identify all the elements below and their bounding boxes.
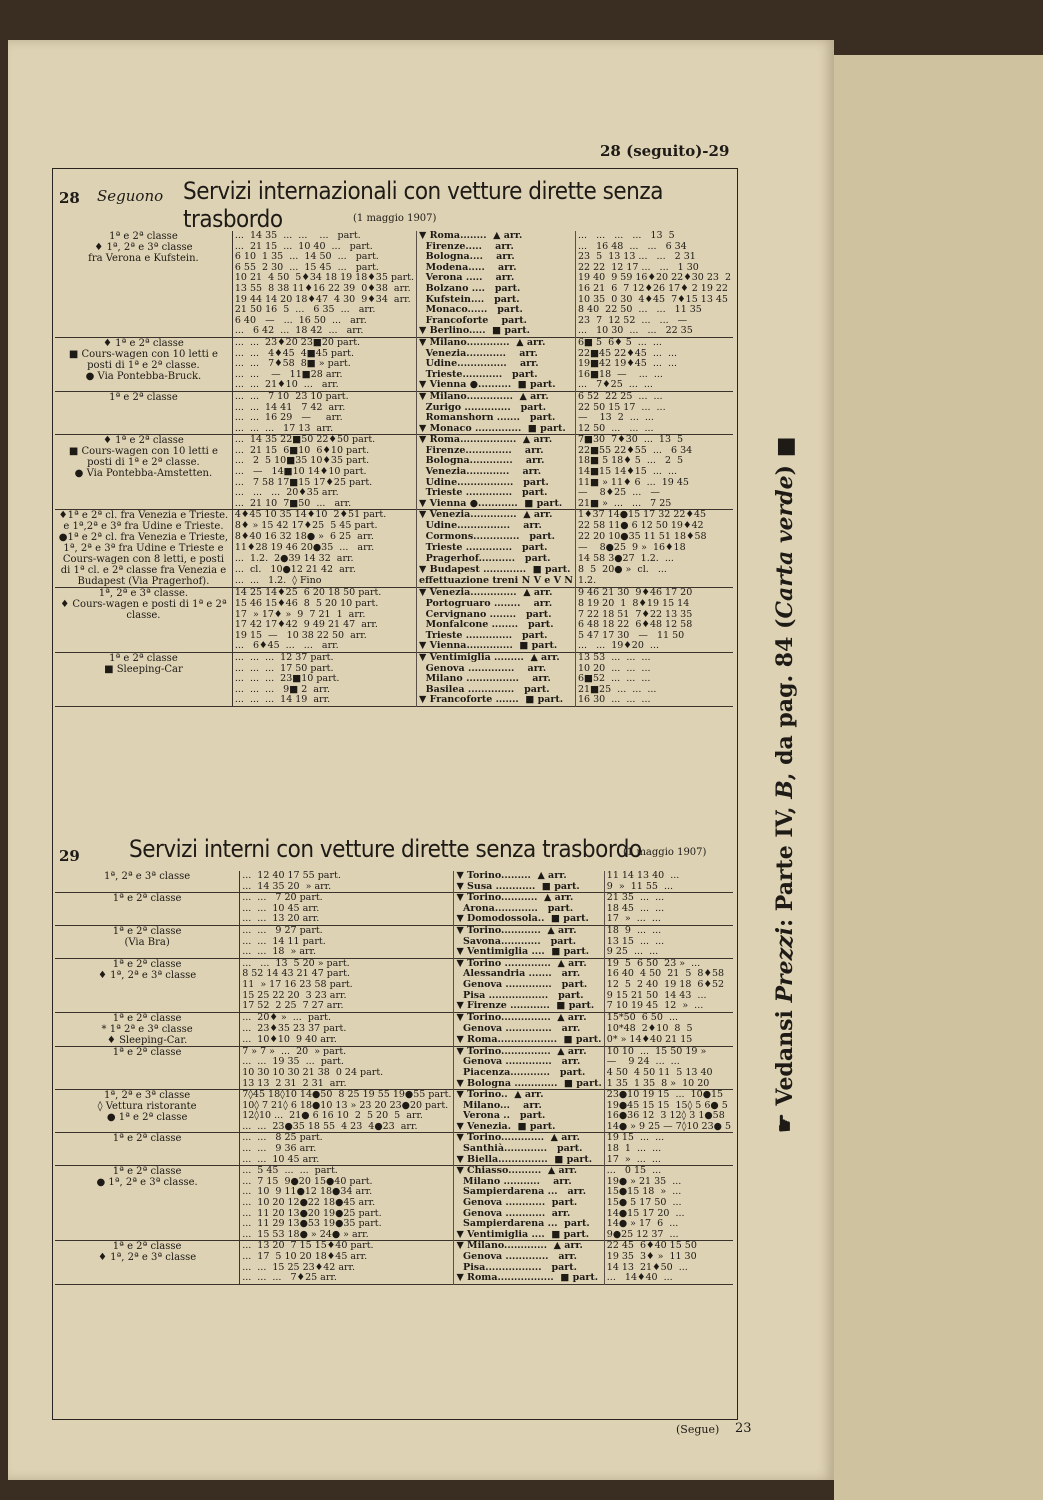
times-down: 11 » 17 16 23 58 part. [242,978,353,990]
station: ▼ Vienna ●............ ■ part. [417,499,576,510]
times-up: ... 10 30 ... ... 22 35 [575,326,733,337]
station: Genova .............. part. [454,980,604,991]
times-up: 10*48 2♦10 8 5 [604,1024,733,1035]
times-down: ... ... 8 25 part. [242,1132,323,1144]
times-up: 15●15 18 » ... [604,1187,733,1198]
station: ▼ Francoforte ....... ■ part. [417,695,576,706]
times-up: 14● » 9 25 — 7◊10 23● 5 [604,1122,733,1133]
times-up: 7■30 7♦30 ... 13 5 [575,435,733,446]
times-up: 22 22 12 17 ... ... 1 30 [575,263,733,274]
times-up: 15● 5 17 50 ... [604,1198,733,1209]
station: ▼ Domodossola.. ■ part. [454,914,604,925]
station: Bolzano .... part. [417,284,576,295]
times-down: ... ... 4♦45 4■45 part. [234,347,355,359]
times-up: — 9 24 ... ... [604,1057,733,1068]
times-up: 1 35 1 35 8 » 10 20 [604,1079,733,1090]
times-up: 12 50 ... ... ... [575,424,733,435]
times-down: ... 10 9 11●12 18●34 arr. [242,1186,373,1198]
table-row [55,337,733,348]
station: Genova ............ part. [454,1198,604,1209]
times-down: ... 10♦10 9 40 arr. [242,1033,337,1045]
station: ▼ Venezia. ■ part. [454,1122,604,1133]
station: ▼ Roma.................. ■ part. [454,1035,604,1047]
times-up: 18 45 ... ... [604,904,733,915]
station: ▼ Biella............... ■ part. [454,1155,604,1166]
times-down: 4♦45 10 35 14♦10 2♦51 part. [234,509,387,521]
class-label: 1ª e 2ª classe [55,893,240,926]
side-note [755,380,805,1160]
times-down: ... ... 14 11 part. [242,935,326,947]
table-row [55,391,733,402]
times-up: 21■25 ... ... ... [575,685,733,696]
times-down: 17 52 2 25 7 27 arr. [242,1000,344,1012]
class-label: 1ª e 2ª classe * 1ª 2ª e 3ª classe ♦ Sleeping-Car. [55,1012,240,1046]
times-up: 9 15 21 50 14 43 ... [604,991,733,1002]
times-down: ... 14 35 ... ... ... part. [234,230,361,241]
section-28-segue: Seguono [97,187,164,205]
station: Udine................ arr. [417,521,576,532]
times-down: ... 11 20 13●20 19●25 part. [242,1207,382,1219]
timetable-29 [55,871,733,1285]
section-28-number: 28 [59,189,80,207]
times-down: ... ... 9 27 part. [242,924,323,936]
times-up: 11 14 13 40 ... [604,871,733,882]
times-down: ... 2 5 10■35 10♦35 part. [234,455,370,467]
station: Zurigo .............. part. [417,403,576,414]
station: Romanshorn ....... part. [417,413,576,424]
times-up: 9●25 12 37 ... [604,1230,733,1241]
station: Bologna............. arr. [417,456,576,467]
station: Arona............. part. [454,904,604,915]
times-down: 8♦40 16 32 18● » 6 25 arr. [234,531,374,543]
times-down: ... ... ... 14 19 arr. [234,694,331,706]
times-down: 10◊ 7 21◊ 6 18●10 13 » 23 20 23●20 part. [242,1099,449,1111]
station: ▼ Ventimiglia .... ■ part. [454,947,604,958]
station: Genova ............ arr. [454,1209,604,1220]
times-up: 19 40 9 59 16♦20 22♦30 23 2 [575,273,733,284]
section-29-title: Servizi interni con vetture dirette senza trasbordo [129,835,642,863]
station: ▼ Venezia.............. ▲ arr. [417,510,576,522]
station: Verona .. part. [454,1111,604,1122]
times-up: 23 5 13 13 ... ... 2 31 [575,252,733,263]
station: ▼ Firenze ............ ■ part. [454,1001,604,1012]
station: Cormons.............. part. [417,532,576,543]
times-up: 12 5 2 40 19 18 6♦52 [604,980,733,991]
times-up: 22 45 6♦40 15 50 [604,1241,733,1252]
times-down: 19 44 14 20 18♦47 4 30 9♦34 arr. [234,293,411,305]
times-up: 6■ 5 6♦ 5 ... ... [575,337,733,348]
times-down: ... ... — 11■28 arr. [234,368,343,380]
station: Genova .............. arr. [417,664,576,675]
times-down: 8♦ » 15 42 17♦25 5 45 part. [234,520,378,532]
times-up: ... 0 15 ... [604,1166,733,1177]
times-up: 22 20 10●35 11 51 18♦58 [575,532,733,543]
class-label: ♦ 1ª e 2ª classe ■ Cours-wagen con 10 letti e posti di 1ª e 2ª classe. ● Via Pontebba-Bruck. [55,337,232,391]
times-down: ... ... ... 12 37 part. [234,652,334,663]
times-down: ... ... 10 45 arr. [242,902,320,914]
station: Portogruaro ........ arr. [417,599,576,610]
times-up: 1.2. [575,576,733,588]
times-up: 10 20 ... ... ... [575,664,733,675]
table-row [55,925,733,936]
station: ▼ Chiasso.......... ▲ arr. [454,1166,604,1177]
station: ▼ Torino............... ▲ arr. [454,1046,604,1057]
times-down: ... ... 15 25 23♦42 arr. [242,1261,356,1273]
times-up: 14 58 3●27 1.2. ... [575,554,733,565]
times-down: ... 21 15 ... 10 40 ... part. [234,240,373,252]
station: ▼ Susa ............ ■ part. [454,882,604,893]
times-down: 10 30 10 30 21 38 0 24 part. [242,1066,384,1078]
times-up: 14● » 17 6 ... [604,1219,733,1230]
times-up: 6 48 18 22 6♦48 12 58 [575,620,733,631]
times-up: 5 47 17 30 — 11 50 [575,631,733,642]
times-down: ... ... 9 36 arr. [242,1143,317,1155]
times-up: 22■45 22♦45 ... ... [575,349,733,360]
station: ▼ Torino......... ▲ arr. [454,871,604,882]
station: ▼ Roma................. ■ part. [454,1273,604,1284]
times-down: ... 17 5 10 20 18♦45 arr. [242,1251,368,1262]
station: ▼ Torino .............. ▲ arr. [454,958,604,969]
times-up: 9 » 11 55 ... [604,882,733,893]
times-down: ... ... 19 35 ... part. [242,1056,344,1068]
station: Venezia............. arr. [417,467,576,478]
station: ▼ Ventimiglia ......... ▲ arr. [417,653,576,664]
times-down: ... 14 35 20 » arr. [242,880,332,892]
times-down: ... 7 15 9●20 15●40 part. [242,1175,373,1187]
class-label: 1ª e 2ª classe ■ Sleeping-Car [55,653,232,707]
class-label: 1ª, 2ª e 3ª classe [55,871,240,893]
station: Trieste .............. part. [417,543,576,554]
times-up: 14■15 14♦15 ... ... [575,467,733,478]
station: ▼ Torino............. ▲ arr. [454,1133,604,1144]
times-up: 16■18 — ... ... [575,370,733,381]
times-down: ... 12 40 17 55 part. [242,870,341,881]
times-up: 21 35 ... ... [604,893,733,904]
times-up: 9 46 21 30 9♦46 17 20 [575,588,733,599]
station: Trieste .............. part. [417,488,576,499]
book-edge [834,55,1043,1500]
times-down: 6 40 — ... 16 50 ... arr. [234,314,367,326]
times-up: 13 53 ... ... ... [575,653,733,664]
times-down: ... ... 23●35 18 55 4 23 4●23 arr. [242,1120,418,1132]
times-up: 17 » ... ... [604,1155,733,1166]
table-row [55,1012,733,1024]
station: Basilea .............. part. [417,685,576,696]
class-label: 1ª e 2ª classe [55,391,232,434]
times-up: ... ... ... ... 13 5 [575,231,733,242]
station: Pisa .................. part. [454,991,604,1002]
times-down: ... 13 20 7 15 15♦40 part. [242,1240,374,1252]
times-up: 17 » ... ... [604,914,733,925]
class-label: 1ª e 2ª classe ♦ 1ª, 2ª e 3ª classe [55,958,240,1012]
station: ▼ Milano............. ▲ arr. [454,1241,604,1252]
times-down: ... 14 35 22■50 22♦50 part. [234,434,376,446]
station: Verona ..... arr. [417,273,576,284]
station: ▼ Vienna.............. ■ part. [417,641,576,652]
times-down: ... ... 21♦10 ... arr. [234,379,339,391]
station: ▼ Torino........... ▲ arr. [454,893,604,904]
times-up: 22■55 22♦55 ... 6 34 [575,446,733,457]
station: Firenze..... arr. [417,242,576,253]
station: ▼ Vienna ●.......... ■ part. [417,380,576,391]
times-up: — 13 2 ... ... [575,413,733,424]
times-down: ... ... 14 41 7 42 arr. [234,401,346,413]
class-label: 1ª, 2ª e 3ª classe ◊ Vettura ristorante ● 1ª e 2ª classe [55,1090,240,1133]
station: Santhià............. part. [454,1144,604,1155]
times-up: 16●36 12 3 12◊ 3 1●58 [604,1111,733,1122]
section-29-number: 29 [59,847,80,865]
times-down: ... 1.2. 2●39 14 32 arr. [234,553,354,565]
station: ▼ Monaco .............. ■ part. [417,424,576,435]
times-up: 16 30 ... ... ... [575,695,733,706]
times-down: ... 20♦ » ... part. [242,1011,331,1023]
times-down: 13 13 2 31 2 31 arr. [242,1077,347,1089]
side-note-text: ☛ Vedansi Prezzi: Parte IV, B, da pag. 84 (Carta verde) ■ [772,436,798,1133]
times-down: 6 55 2 30 ... 15 45 ... part. [234,261,379,273]
station: ▼ Berlino..... ■ part. [417,326,576,337]
times-up: 15*50 6 50 ... [604,1012,733,1024]
times-down: ... 21 10 7■50 ... arr. [234,497,352,509]
times-down: ... ... 10 45 arr. [242,1153,320,1165]
station: Genova .............. arr. [454,1024,604,1035]
times-up: 6■52 ... ... ... [575,674,733,685]
class-label: 1ª e 2ª classe ● 1ª, 2ª e 3ª classe. [55,1166,240,1241]
times-up: 4 50 4 50 11 5 13 40 [604,1068,733,1079]
station: Sampierdarena ... part. [454,1219,604,1230]
section-28-date: (1 maggio 1907) [353,213,437,224]
station: Trieste............ part. [417,370,576,381]
station: Modena..... arr. [417,263,576,274]
times-up: 8 40 22 50 ... ... 11 35 [575,305,733,316]
times-down: ... ... 7 20 part. [242,892,323,904]
times-down: ... 21 15 6■10 6♦10 part. [234,444,370,456]
station: ▼ Torino............ ▲ arr. [454,925,604,936]
station: Udine............... arr. [417,359,576,370]
station: Milano ........... arr. [454,1177,604,1188]
times-down: 19 15 — 10 38 22 50 arr. [234,629,367,641]
station: ▼ Ventimiglia .... ■ part. [454,1230,604,1241]
class-label: 1ª e 2ª classe ♦ 1ª, 2ª e 3ª classe [55,1241,240,1284]
timetable-frame [52,168,738,1420]
times-up: 8 5 20● » cl. ... [575,565,733,576]
station: effettuazione treni N V e V N [417,576,576,588]
times-down: ... ... 18 » arr. [242,946,317,958]
station: ▼ Torino.. ▲ arr. [454,1090,604,1101]
station: Trieste .............. part. [417,631,576,642]
times-down: ... 23♦35 23 37 part. [242,1022,347,1034]
times-down: ... ... 7 10 23 10 part. [234,390,349,402]
times-down: 15 46 15♦46 8 5 20 10 part. [234,598,379,610]
times-down: 7◊45 18◊10 14●50 8 25 19 55 19●55 part. [242,1089,452,1101]
times-up: ... 16 48 ... ... 6 34 [575,242,733,253]
times-up: 0* » 14♦40 21 15 [604,1035,733,1047]
station: ▼ Roma........ ▲ arr. [417,231,576,242]
class-label: 1ª e 2ª classe (Via Bra) [55,925,240,958]
station: ▼ Roma................. ▲ arr. [417,435,576,446]
station: Monfalcone ........ part. [417,620,576,631]
times-up: 23●10 19 15 ... 10●15 [604,1090,733,1101]
times-down: 8 52 14 43 21 47 part. [242,968,350,980]
times-up: 18 9 ... ... [604,925,733,936]
times-up: 10 10 ... 15 50 19 » [604,1046,733,1057]
times-down: 13 55 8 38 11♦16 22 39 0♦38 arr. [234,282,411,294]
station: Milano... arr. [454,1101,604,1112]
station: Piacenza............ part. [454,1068,604,1079]
station: ▼ Budapest ............. ■ part. [417,565,576,576]
class-label: 1ª e 2ª classe [55,1133,240,1166]
times-up: 19 5 6 50 23 » ... [604,958,733,969]
times-down: ... 6♦45 ... ... arr. [234,640,339,652]
times-down: ... 5 45 ... ... part. [242,1165,338,1177]
times-down: ... cl. 10●12 21 42 arr. [234,564,356,576]
times-up: 22 50 15 17 ... ... [575,403,733,414]
times-up: ... 14♦40 ... [604,1273,733,1284]
times-up: 22 58 11● 6 12 50 19♦42 [575,521,733,532]
times-up: 14●15 17 20 ... [604,1209,733,1220]
station: ▼ Bologna ............. ■ part. [454,1079,604,1090]
times-up: 16 40 4 50 21 5 8♦58 [604,969,733,980]
page-number: 23 [735,1421,752,1436]
times-down: ... ... ... 17 50 part. [234,662,334,674]
times-up: 19 15 ... ... [604,1133,733,1144]
times-up: — 8♦25 ... — [575,488,733,499]
station: Cervignano ........ part. [417,610,576,621]
times-down: ... 15 53 18● » 24● » arr. [242,1228,369,1240]
times-up: 19 35 3♦ » 11 30 [604,1252,733,1263]
times-down: 12◊10 ... 21● 6 16 10 2 5 20 5 arr. [242,1110,423,1122]
section-29-date: (1 maggio 1907) [623,847,707,858]
times-up: 10 35 0 30 4♦45 7♦15 13 45 [575,295,733,306]
station: Genova .............. arr. [454,1057,604,1068]
station: Venezia............ arr. [417,349,576,360]
station: Milano ................ arr. [417,674,576,685]
times-up: — 8●25 9 » 16♦18 [575,543,733,554]
times-up: 18 1 ... ... [604,1144,733,1155]
class-label: 1ª e 2ª classe ♦ 1ª, 2ª e 3ª classe fra Verona e Kufstein. [55,231,232,337]
station: ▼ Venezia.............. ▲ arr. [417,588,576,599]
times-up: 21■ » ... ... 7 25 [575,499,733,510]
times-up: 13 15 ... ... [604,937,733,948]
station: Firenze.............. arr. [417,446,576,457]
station: Sampierdarena ... arr. [454,1187,604,1198]
station: Genova ............. arr. [454,1252,604,1263]
times-down: ... ... ... 9■ 2 arr. [234,683,331,695]
times-up: 7 22 18 51 7♦22 13 35 [575,610,733,621]
times-down: 17 42 17♦42 9 49 21 47 arr. [234,619,378,631]
station: Francoforte part. [417,316,576,327]
class-label: ♦1ª e 2ª cl. fra Venezia e Trieste. e 1ª,2ª e 3ª fra Udine e Trieste. ●1ª e 2ª cl. fra Venezia e Trieste, 1ª, 2ª e 3ª fra Udine e Trieste e Cours-wagen con 8 letti, e posti di 1ª cl. e 2ª classe fra Venezia e Budapest (Via Pragerhof). [55,510,232,588]
times-up: 11■ » 11♦ 6 ... 19 45 [575,478,733,489]
class-label: 1ª e 2ª classe [55,1046,240,1089]
times-up: 18■ 5 18♦ 5 ... 2 5 [575,456,733,467]
station: ▼ Torino............... ▲ arr. [454,1012,604,1024]
times-up: 14 13 21♦50 ... [604,1263,733,1274]
section-28-title: Servizi internazionali con vetture dirette senza trasbordo [183,177,663,233]
table-row [55,653,733,664]
table-row [55,871,733,882]
timetable-28 [55,231,733,707]
times-down: ... 10 20 12●22 18●45 arr. [242,1197,376,1209]
times-down: ... ... ... 23■10 part. [234,673,340,685]
times-down: 7 » 7 » ... 20 » part. [242,1045,347,1057]
times-up: ... ... 19♦20 ... [575,641,733,652]
times-up: 19■42 19♦45 ... ... [575,359,733,370]
times-up: 9 25 ... ... [604,947,733,958]
station: Monaco...... part. [417,305,576,316]
station: Udine................. part. [417,478,576,489]
times-up: 23 7 12 52 ... ... — [575,316,733,327]
times-up: 16 21 6 7 12♦26 17♦ 2 19 22 [575,284,733,295]
times-down: ... ... ... 7♦25 arr. [242,1272,337,1284]
station: Pisa................. part. [454,1263,604,1274]
station: Kufstein.... part. [417,295,576,306]
times-down: ... ... 13 20 arr. [242,913,320,925]
station: ▼ Milano............. ▲ arr. [417,337,576,348]
times-down: ... ... 1.2. ◊ Fino [234,575,322,587]
times-up: 1♦37 14●15 17 32 22♦45 [575,510,733,522]
times-up: ... 7♦25 ... ... [575,380,733,391]
times-down: 21 50 16 5 ... 6 35 ... arr. [234,304,376,316]
times-down: ... ... 7♦58 8■ » part. [234,358,351,370]
times-up: 19● » 21 35 ... [604,1177,733,1188]
times-down: 6 10 1 35 ... 14 50 ... part. [234,251,379,263]
station: ▼ Milano.............. ▲ arr. [417,391,576,402]
times-down: ... — 14■10 14♦10 part. [234,466,367,478]
times-up: 6 52 22 25 ... ... [575,391,733,402]
times-down: ... ... 23♦20 23■20 part. [234,336,361,348]
times-down: ... 11 29 13●53 19●35 part. [242,1218,382,1230]
class-label: ♦ 1ª e 2ª classe ■ Cours-wagen con 10 letti e posti di 1ª e 2ª classe. ● Via Pontebba-Amstetten. [55,435,232,510]
times-up: 7 10 19 45 12 » ... [604,1001,733,1012]
times-down: 10 21 4 50 5♦34 18 19 18♦35 part. [234,272,415,284]
times-down: 11♦28 19 46 20●35 ... arr. [234,542,375,554]
times-down: ... 6 42 ... 18 42 ... arr. [234,325,364,337]
times-down: 14 25 14♦25 6 20 18 50 part. [234,587,382,599]
table-row [55,231,733,242]
times-down: ... ... 13 5 20 » part. [242,957,350,969]
station: Pragerhof........... part. [417,554,576,565]
times-down: 15 25 22 20 3 23 arr. [242,989,347,1001]
times-down: ... ... ... 20♦35 arr. [234,487,339,499]
station: Savona............ part. [454,937,604,948]
running-head: 28 (seguito)-29 [600,142,730,160]
times-up: 8 19 20 1 8♦19 15 14 [575,599,733,610]
times-down: 17 » 17♦ » 9 7 21 1 arr. [234,608,366,620]
footer-segue: (Segue) [676,1423,720,1436]
times-down: ... 7 58 17■15 17♦25 part. [234,476,373,488]
class-label: 1ª, 2ª e 3ª classe. ♦ Cours-wagen e posti di 1ª e 2ª classe. [55,588,232,653]
station: Bologna.... arr. [417,252,576,263]
station: Alessandria ....... arr. [454,969,604,980]
times-down: ... ... 16 29 — arr. [234,412,343,424]
times-up: 19●45 15 15 15◊ 5 6● 5 [604,1101,733,1112]
times-down: ... ... ... 17 13 arr. [234,422,334,434]
